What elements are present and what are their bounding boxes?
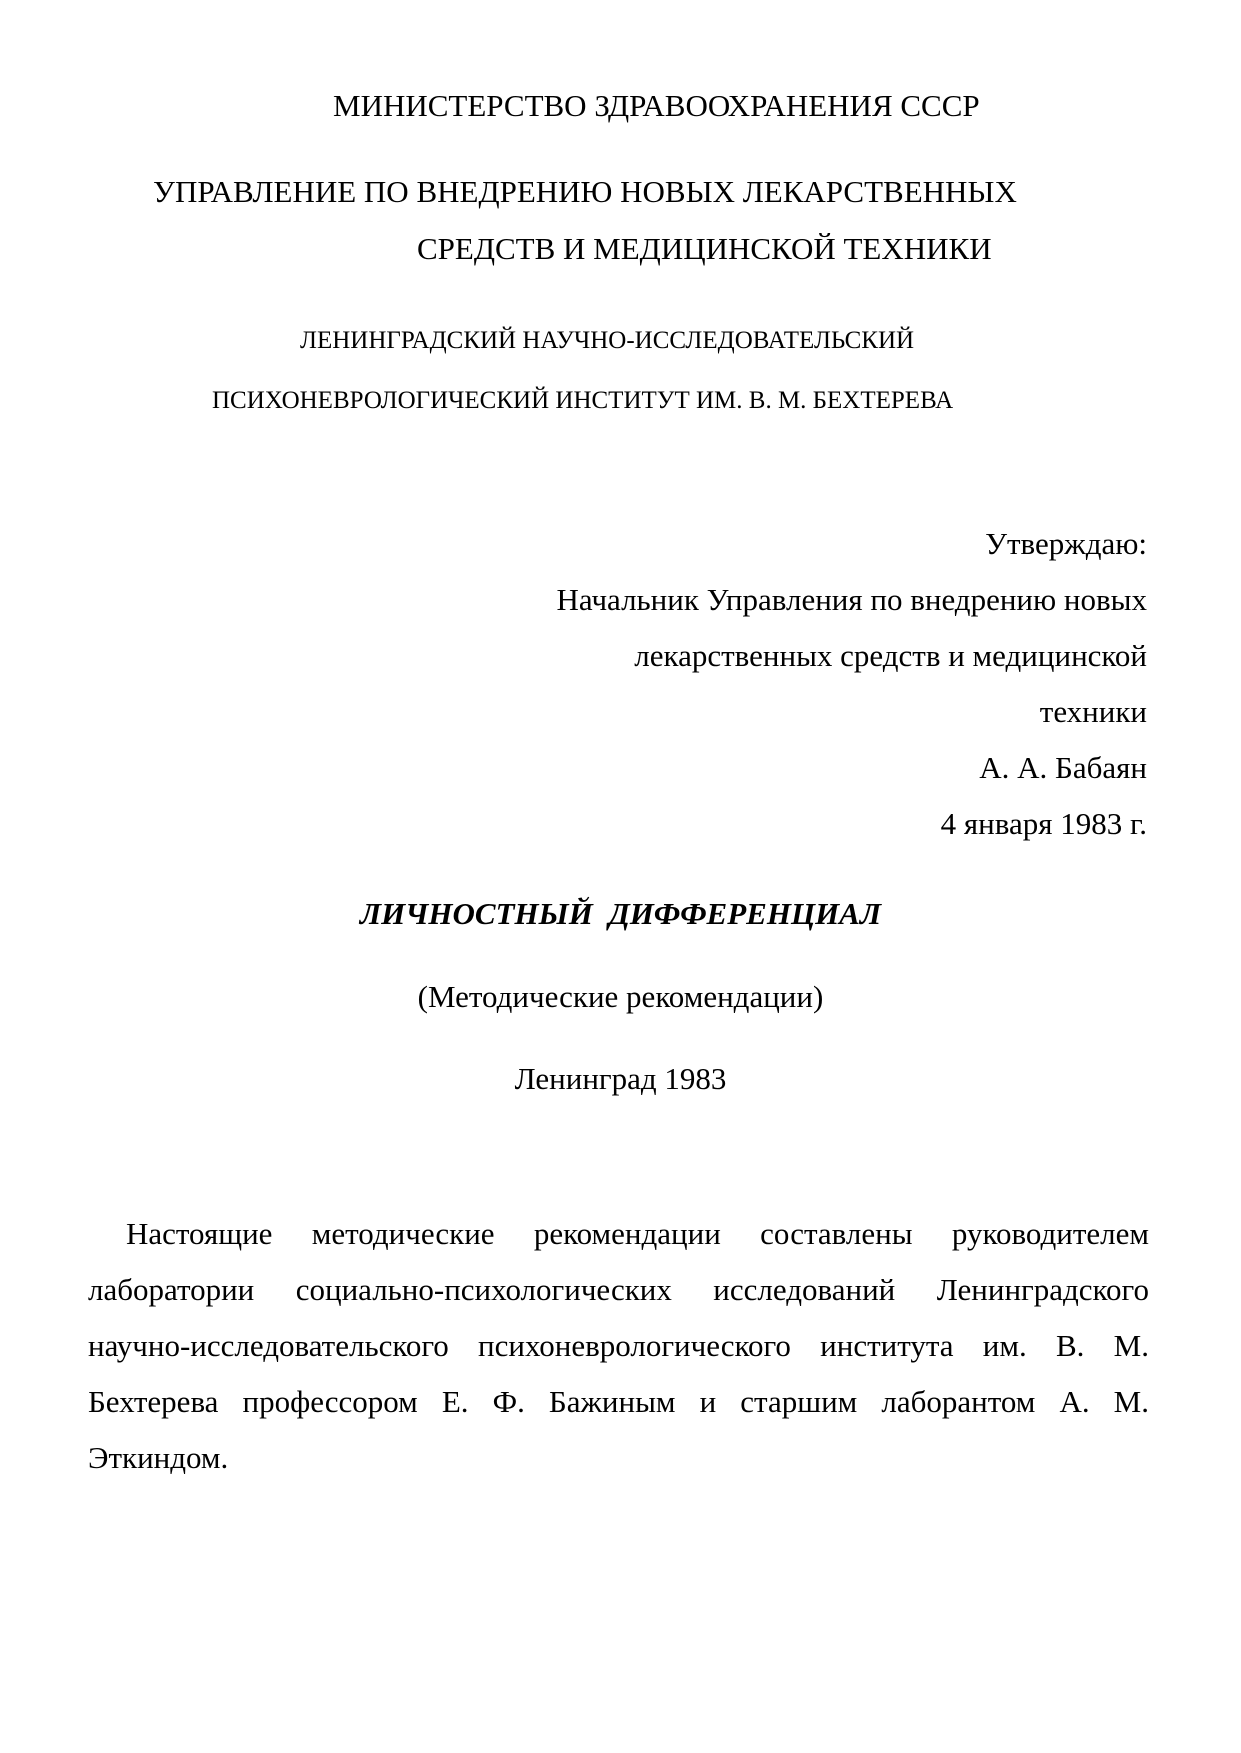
institute-heading-line-1: ЛЕНИНГРАДСКИЙ НАУЧНО-ИССЛЕДОВАТЕЛЬСКИЙ: [300, 327, 915, 354]
institute-heading-line-2: ПСИХОНЕВРОЛОГИЧЕСКИЙ ИНСТИТУТ ИМ. В. М. БЕХТЕРЕВА: [212, 387, 954, 414]
document-title: ЛИЧНОСТНЫЙ ДИФФЕРЕНЦИАЛ: [359, 896, 882, 931]
ministry-heading: МИНИСТЕРСТВО ЗДРАВООХРАНЕНИЯ СССР: [333, 88, 980, 123]
approval-heading: Утверждаю:: [985, 526, 1147, 561]
department-heading-line-1: УПРАВЛЕНИЕ ПО ВНЕДРЕНИЮ НОВЫХ ЛЕКАРСТВЕННЫХ: [153, 174, 1017, 209]
approval-signatory-name: А. А. Бабаян: [979, 750, 1147, 785]
approval-date: 4 января 1983 г.: [940, 806, 1147, 841]
document-subtitle: (Методические рекомендации): [417, 979, 824, 1014]
approval-position-line-1: Начальник Управления по внедрению новых: [556, 582, 1147, 617]
body-paragraph: Настоящие методические рекомендации составлены руководителем лаборатории социально-психологических исследований Ленинградского научно-исследовательского психоневрологического института им. В. М. Бехтерева профессором Е. Ф. Бажиным и старшим лаборантом А. М. Эткиндом.: [88, 1216, 1149, 1475]
approval-block: [557, 516, 1147, 852]
approval-position-line-3: техники: [1039, 694, 1147, 729]
publication-place-year: Ленинград 1983: [514, 1061, 727, 1096]
approval-position-line-2: лекарственных средств и медицинской: [634, 638, 1147, 673]
department-heading-line-2: СРЕДСТВ И МЕДИЦИНСКОЙ ТЕХНИКИ: [417, 231, 992, 266]
